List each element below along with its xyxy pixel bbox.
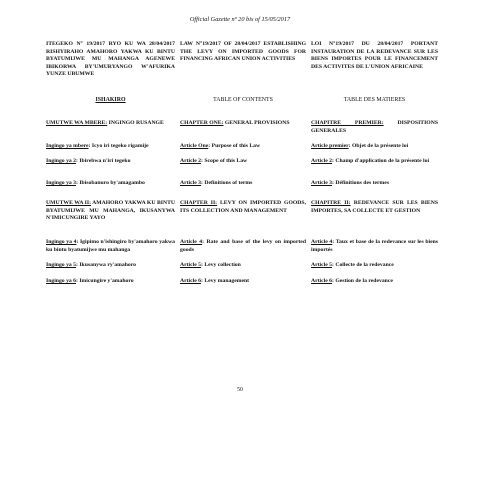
toc-entry-french xyxy=(311,143,438,151)
entry-text: : Icyo iri tegeko rigamije xyxy=(88,143,149,149)
entry-prefix: Ingingo ya mbere xyxy=(46,143,89,149)
toc-entry-kinyarwanda xyxy=(46,239,175,254)
toc-heading-english: TABLE OF CONTENTS xyxy=(213,97,273,103)
entry-prefix: UMUTWE WA MBERE: xyxy=(46,120,108,126)
entry-text: : Ibirebwa n'iri tegeko xyxy=(76,158,131,164)
entry-prefix: Article 6 xyxy=(311,278,333,284)
entry-text: : Igipimo n'ishingiro by'amahoro yakwa ku bintu byatumijwe mu mahanga xyxy=(46,239,176,253)
entry-prefix: Article 5 xyxy=(311,262,333,268)
entry-text: : Champ d'application de la présente loi xyxy=(332,158,430,164)
entry-text: LEVY ON IMPORTED GOODS, ITS COLLECTION AND MANAGEMENT xyxy=(180,200,306,214)
entry-text: : Collecte de la redevance xyxy=(332,262,394,268)
toc-entry-french xyxy=(311,120,438,135)
toc-entry-french xyxy=(311,278,438,286)
toc-entry-english xyxy=(180,278,306,286)
toc-entry-kinyarwanda xyxy=(46,262,175,270)
toc-heading-kinyarwanda: ISHAKIRO xyxy=(95,97,126,103)
toc-entry-french xyxy=(311,158,438,166)
entry-text: : Taux et base de la redevance sur les biens importés xyxy=(311,239,438,253)
entry-prefix: CHAPITRE PREMIER: xyxy=(311,120,384,126)
entry-prefix: Ingingo ya 3 xyxy=(46,180,77,186)
toc-entry-english xyxy=(180,239,306,254)
title-english: LAW N°19/2017 OF 28/04/2017 ESTABLISHING THE LEVY ON IMPORTED GOODS FOR FINANCING AFRICAN UNION ACTIVITIES xyxy=(180,41,306,63)
toc-entry-kinyarwanda xyxy=(46,200,175,223)
title-kinyarwanda: ITEGEKO N° 19/2017 RYO KU WA 28/04/2017 RISHYIRAHO AMAHORO YAKWA KU BINTU BYATUMIJWE MU MAHANGA AGENEWE IBIKORWA BY'UMURYANGO W'AFURIKA YUNZE UBUMWE xyxy=(46,41,175,78)
toc-entry-english xyxy=(180,200,306,215)
toc-entry-english xyxy=(180,180,306,188)
entry-prefix: Ingingo ya 2 xyxy=(46,158,77,164)
toc-entry-kinyarwanda xyxy=(46,180,175,188)
entry-prefix: Article 4 xyxy=(311,239,333,245)
entry-prefix: CHAPTER ONE: xyxy=(180,120,224,126)
entry-prefix: Ingingo ya 6 xyxy=(46,278,77,284)
gazette-header: Official Gazette nº 20 bis of 15/05/2017 xyxy=(189,16,291,23)
entry-prefix: Article One xyxy=(180,143,209,149)
toc-entry-kinyarwanda xyxy=(46,120,175,128)
entry-prefix: Ingingo ya 5 xyxy=(46,262,77,268)
entry-prefix: Article 4 xyxy=(180,239,203,245)
entry-text: GENERAL PROVISIONS xyxy=(223,120,290,126)
entry-text: INGINGO RUSANGE xyxy=(107,120,164,126)
entry-text: : Levy management xyxy=(201,278,250,284)
page-number: 50 xyxy=(237,387,243,393)
entry-text: DISPOSITIONS GENERALES xyxy=(311,120,438,134)
entry-text: : Rate and base of the levy on imported goods xyxy=(180,239,306,253)
entry-text: : Ikusanywa ry'amahoro xyxy=(76,262,136,268)
entry-text: : Gestion de la redevance xyxy=(332,278,393,284)
toc-entry-french xyxy=(311,262,438,270)
entry-prefix: Article 3 xyxy=(180,180,202,186)
entry-text: AMAHORO YAKWA KU BINTU BYATUMIJWE MU MAHANGA, IKUSANYWA N'IMICUNGIRE YAYO xyxy=(46,200,175,222)
toc-entry-english xyxy=(180,158,306,166)
entry-prefix: CHAPTER II: xyxy=(180,200,218,206)
toc-entry-kinyarwanda xyxy=(46,158,175,166)
toc-entry-french xyxy=(311,200,438,215)
entry-prefix: Article 6 xyxy=(180,278,202,284)
entry-text: : Scope of this Law xyxy=(201,158,248,164)
entry-text: REDEVANCE SUR LES BIENS IMPORTES, SA COLLECTE ET GESTION xyxy=(311,200,438,214)
entry-prefix: CHAPITRE II: xyxy=(311,200,351,206)
entry-text: : Ibisobanuro by'amagambo xyxy=(76,180,145,186)
toc-entry-english xyxy=(180,120,306,128)
entry-text: : Objet de la présente loi xyxy=(348,143,409,149)
entry-prefix: Article 2 xyxy=(180,158,202,164)
entry-text: : Purpose of this Law xyxy=(208,143,261,149)
entry-prefix: Ingingo ya 4 xyxy=(46,239,77,245)
title-french: LOI N°19/2017 DU 28/04/2017 PORTANT INSTAURATION DE LA REDEVANCE SUR LES BIENS IMPORTES POUR LE FINANCEMENT DES ACTIVITES DE L'UNION AFRICAINE xyxy=(311,41,438,70)
entry-text: : Définitions des termes xyxy=(332,180,390,186)
toc-heading-french: TABLE DES MATIERES xyxy=(343,97,406,103)
entry-prefix: Article 5 xyxy=(180,262,202,268)
entry-text: : Imicungire y'amahoro xyxy=(76,278,134,284)
toc-entry-kinyarwanda xyxy=(46,143,175,151)
toc-entry-kinyarwanda xyxy=(46,278,175,286)
entry-prefix: Article 3 xyxy=(311,180,333,186)
toc-entry-french xyxy=(311,180,438,188)
entry-text: : Levy collection xyxy=(201,262,241,268)
toc-entry-french xyxy=(311,239,438,254)
entry-prefix: Article 2 xyxy=(311,158,333,164)
toc-entry-english xyxy=(180,262,306,270)
toc-entry-english xyxy=(180,143,306,151)
entry-prefix: Article premier xyxy=(311,143,349,149)
entry-text: : Definitions of terms xyxy=(201,180,253,186)
entry-prefix: UMUTWE WA II: xyxy=(46,200,91,206)
